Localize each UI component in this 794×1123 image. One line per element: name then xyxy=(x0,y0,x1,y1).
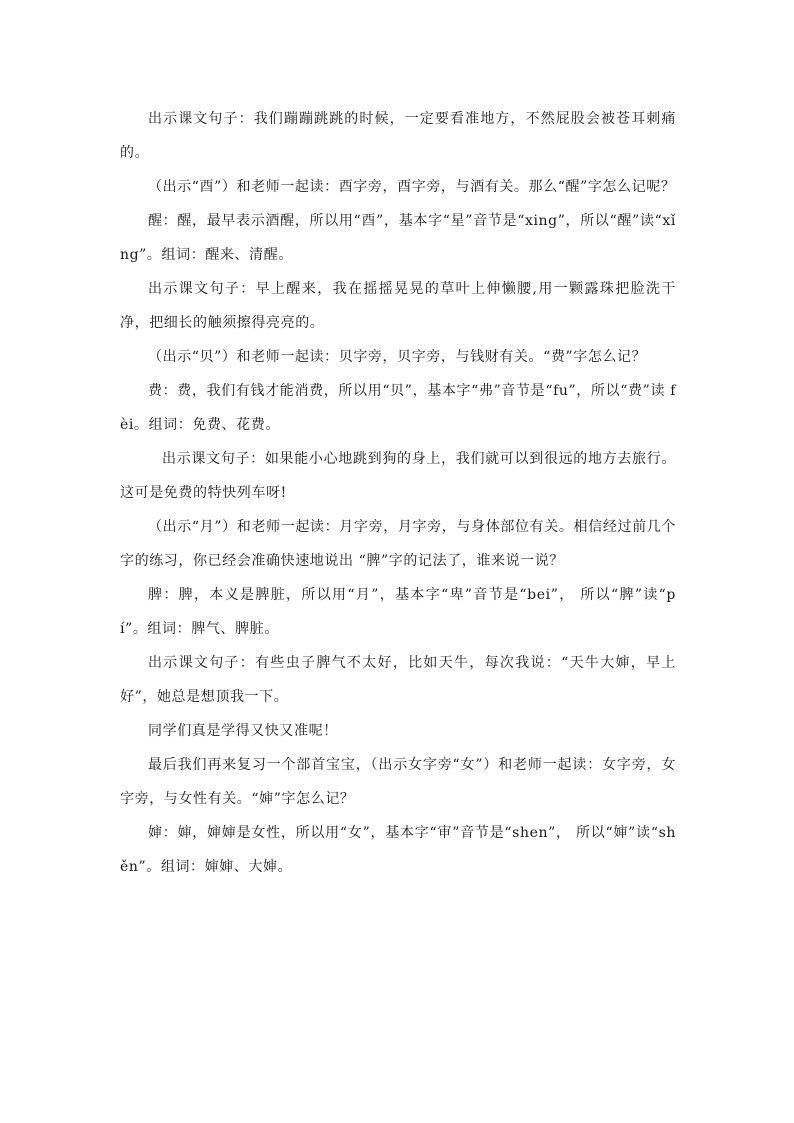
paragraph-10: 出示课文句子：有些虫子脾气不太好，比如天牛，每次我说：“天牛大婶，早上好”，她总是想顶我一下。 xyxy=(120,655,676,705)
document-body xyxy=(120,102,676,884)
paragraph-7: 出示课文句子：如果能小心地跳到狗的身上，我们就可以到很远的地方去旅行。这可是免费的特快列车呀! xyxy=(120,451,676,501)
paragraph-2: （出示“酉”）和老师一起读：酉字旁，酉字旁，与酒有关。那么“醒”字怎么记呢？ xyxy=(148,179,676,195)
paragraph-1: 出示课文句子：我们蹦蹦跳跳的时候，一定要看准地方，不然屁股会被苍耳刺痛的。 xyxy=(120,111,676,161)
paragraph-11: 同学们真是学得又快又准呢！ xyxy=(148,723,338,739)
paragraph-8: （出示“月”）和老师一起读：月字旁，月字旁，与身体部位有关。相信经过前几个字的练习，你已经会准确快速地说出 “脾”字的记法了，谁来说一说？ xyxy=(120,519,676,569)
paragraph-6: 费：费，我们有钱才能消费，所以用“贝”，基本字“弗”音节是“fu”，所以“费”读 fèi。组词：免费、花费。 xyxy=(120,383,676,433)
paragraph-4: 出示课文句子：早上醒来，我在摇摇晃晃的草叶上伸懒腰,用一颗露珠把脸洗干净，把细长的触须擦得亮亮的。 xyxy=(120,281,676,331)
paragraph-9: 脾：脾，本义是脾脏，所以用“月”，基本字“卑”音节是“bei”， 所以“脾”读“pí”。组词：脾气、脾脏。 xyxy=(120,587,676,637)
paragraph-3: 醒：醒，最早表示酒醒，所以用“酉”，基本字“星”音节是“xing”，所以“醒”读“xǐng”。组词：醒来、清醒。 xyxy=(120,213,676,263)
paragraph-12: 最后我们再来复习一个部首宝宝，（出示女字旁“女”）和老师一起读：女字旁，女字旁，与女性有关。“婶”字怎么记？ xyxy=(120,757,676,807)
paragraph-5: （出示“贝”）和老师一起读：贝字旁，贝字旁，与钱财有关。“费”字怎么记？ xyxy=(148,349,647,365)
paragraph-13: 婶：婶，婶婶是女性，所以用“女”，基本字“审”音节是“shen”， 所以“婶”读“shěn”。组词：婶婶、大婶。 xyxy=(120,825,676,875)
